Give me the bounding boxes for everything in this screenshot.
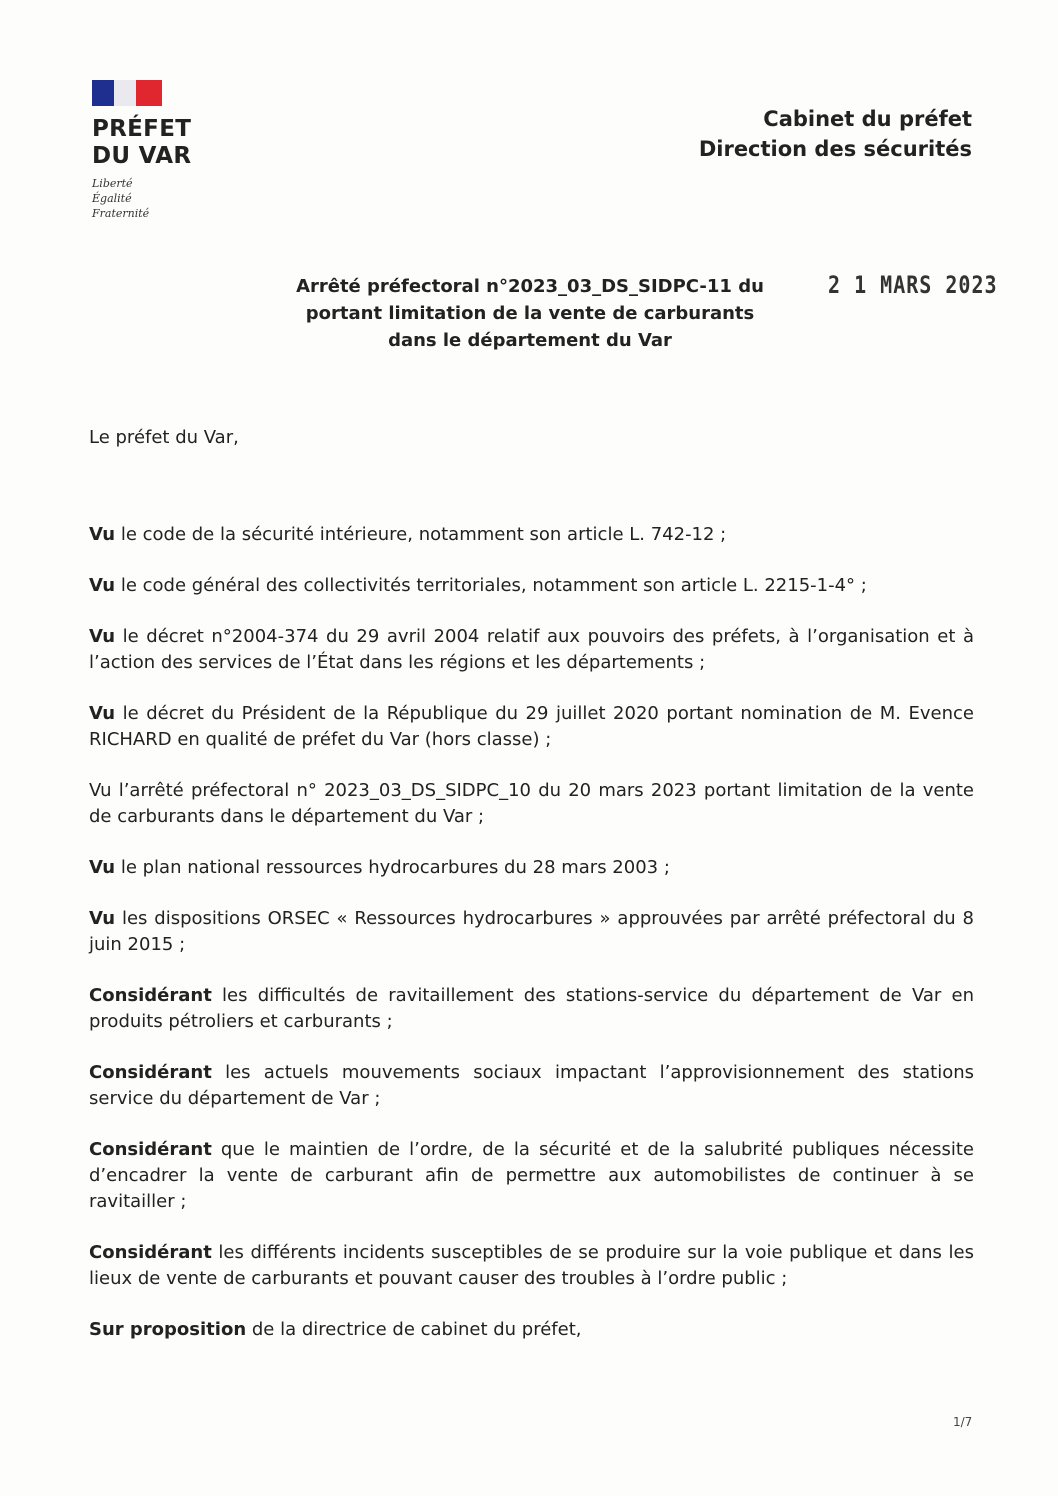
paragraph-lead: Vu — [89, 703, 116, 724]
document-body — [89, 522, 974, 1368]
paragraph-lead: Considérant — [89, 1242, 212, 1263]
paragraph-lead: Considérant — [89, 1139, 212, 1160]
paragraph — [89, 1137, 974, 1215]
paragraph — [89, 573, 974, 599]
office-header — [699, 104, 972, 164]
salutation: Le préfet du Var, — [89, 427, 239, 448]
paragraph-text: le plan national ressources hydrocarbures du 28 mars 2003 ; — [115, 857, 670, 878]
paragraph-text: les différents incidents susceptibles de se produire sur la voie publique et dans les lieux de vente de carburants et pouvant causer des troubles à l’ordre public ; — [89, 1242, 974, 1289]
org-line-1: PRÉFET — [92, 116, 192, 142]
paragraph — [89, 1240, 974, 1292]
paragraph — [89, 701, 974, 753]
paragraph-text: les actuels mouvements sociaux impactant l’approvisionnement des stations service du département de Var ; — [89, 1062, 974, 1109]
paragraph-lead: Considérant — [89, 1062, 212, 1083]
paragraph-text: le code de la sécurité intérieure, notamment son article L. 742-12 ; — [115, 524, 727, 545]
paragraph-lead: Vu — [89, 626, 116, 647]
office-line-1: Cabinet du préfet — [763, 107, 972, 131]
title-line-2: portant limitation de la vente de carburants — [305, 303, 755, 324]
paragraph-lead: Vu — [89, 575, 116, 596]
motto — [92, 176, 212, 221]
paragraph — [89, 778, 974, 830]
office-line-2: Direction des sécurités — [698, 137, 972, 161]
paragraph-text: Vu l’arrêté préfectoral n° 2023_03_DS_SIDPC_10 du 20 mars 2023 portant limitation de la vente de carburants dans le département du Var ; — [89, 780, 974, 827]
page-number: 1/7 — [953, 1415, 973, 1429]
paragraph — [89, 1060, 974, 1112]
prefecture-name — [92, 116, 212, 170]
paragraph-lead: Vu — [89, 524, 116, 545]
paragraph — [89, 906, 974, 958]
motto-egalite: Égalité — [92, 192, 132, 205]
title-line-3: dans le département du Var — [388, 330, 672, 351]
prefecture-logo — [92, 80, 212, 221]
paragraph-lead: Vu — [89, 908, 116, 929]
org-line-2: DU VAR — [92, 143, 192, 169]
date-stamp: 2 1 MARS 2023 — [828, 270, 998, 299]
motto-fraternite: Fraternité — [92, 207, 150, 220]
paragraph — [89, 624, 974, 676]
paragraph-lead: Considérant — [89, 985, 212, 1006]
paragraph-text: le décret du Président de la République du 29 juillet 2020 portant nomination de M. Evence RICHARD en qualité de préfet du Var (hors classe) ; — [89, 703, 974, 750]
paragraph-text: de la directrice de cabinet du préfet, — [246, 1319, 582, 1340]
motto-liberte: Liberté — [92, 177, 133, 190]
paragraph — [89, 1317, 974, 1343]
paragraph — [89, 983, 974, 1035]
document-title — [260, 273, 800, 354]
paragraph-text: le code général des collectivités territoriales, notamment son article L. 2215-1-4° ; — [115, 575, 867, 596]
paragraph-text: le décret n°2004-374 du 29 avril 2004 relatif aux pouvoirs des préfets, à l’organisation et à l’action des services de l’État dans les régions et les départements ; — [89, 626, 974, 673]
paragraph — [89, 855, 974, 881]
paragraph-lead: Vu — [89, 857, 116, 878]
marianne-flag-icon — [92, 80, 162, 106]
paragraph-text: que le maintien de l’ordre, de la sécurité et de la salubrité publiques nécessite d’encadrer la vente de carburant afin de permettre aux automobilistes de continuer à se ravitailler ; — [89, 1139, 974, 1212]
paragraph-text: les difficultés de ravitaillement des stations-service du département de Var en produits pétroliers et carburants ; — [89, 985, 974, 1032]
title-line-1: Arrêté préfectoral n°2023_03_DS_SIDPC-11 du — [296, 276, 764, 297]
paragraph-text: les dispositions ORSEC « Ressources hydrocarbures » approuvées par arrêté préfectoral du 8 juin 2015 ; — [89, 908, 974, 955]
paragraph-lead: Sur proposition — [89, 1319, 247, 1340]
paragraph — [89, 522, 974, 548]
